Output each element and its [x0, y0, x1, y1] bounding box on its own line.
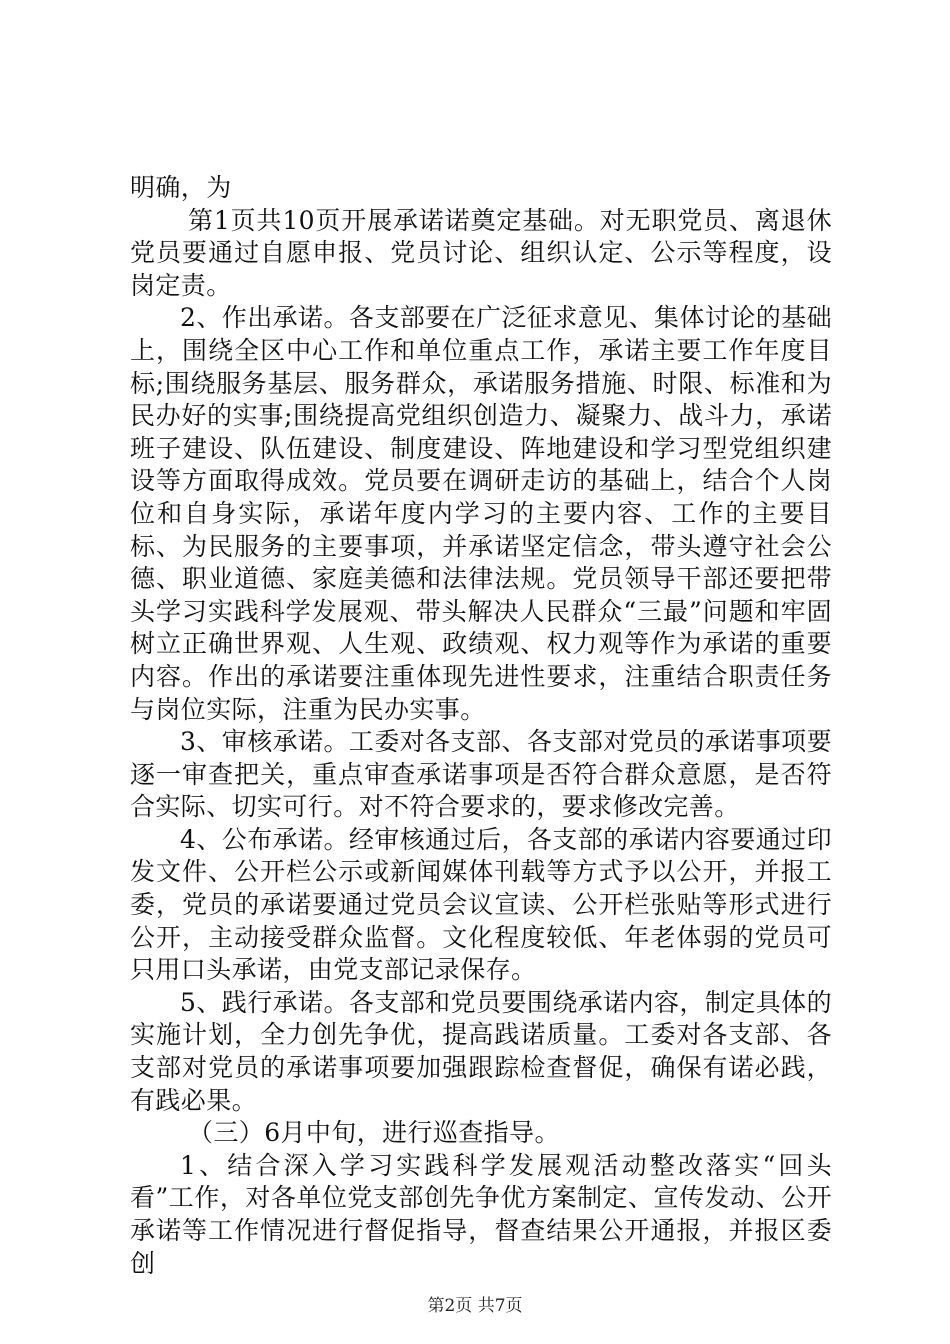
paragraph-7: 1、结合深入学习实践科学发展观活动整改落实“回头看”工作，对各单位党支部创先争优方案制定、宣传发动、公开承诺等工作情况进行督促指导，督查结果公开通报，并报区委创 [130, 1150, 832, 1278]
document-body [130, 172, 832, 1280]
paragraph-0: 明确，为 [130, 173, 232, 202]
paragraph-1: 第1页共10页开展承诺诺奠定基础。对无职党员、离退休党员要通过自愿申报、党员讨论、组织认定、公示等程度，设岗定责。 [130, 205, 832, 300]
paragraph-3: 3、审核承诺。工委对各支部、各支部对党员的承诺事项要逐一审查把关，重点审查承诺事项是否符合群众意愿，是否符合实际、切实可行。对不符合要求的，要求修改完善。 [130, 727, 832, 822]
paragraph-5: 5、践行承诺。各支部和党员要围绕承诺内容，制定具体的实施计划，全力创先争优，提高践诺质量。工委对各支部、各支部对党员的承诺事项要加强跟踪检查督促，确保有诺必践，有践必果。 [130, 987, 832, 1115]
page-footer [0, 1291, 950, 1316]
paragraph-4: 4、公布承诺。经审核通过后，各支部的承诺内容要通过印发文件、公开栏公示或新闻媒体刊载等方式予以公开，并报工委，党员的承诺要通过党员会议宣读、公开栏张贴等形式进行公开，主动接受群众监督。文化程度较低、年老体弱的党员可只用口头承诺，由党支部记录保存。 [130, 824, 832, 985]
paragraph-6: （三）6月中旬，进行巡查指导。 [188, 1118, 560, 1148]
paragraph-2: 2、作出承诺。各支部要在广泛征求意见、集体讨论的基础上，围绕全区中心工作和单位重点工作，承诺主要工作年度目标;围绕服务基层、服务群众，承诺服务措施、时限、标准和为民办好的实事;围绕提高党组织创造力、凝聚力、战斗力，承诺班子建设、队伍建设、制度建设、阵地建设和学习型党组织建设等方面取得成效。党员要在调研走访的基础上，结合个人岗位和自身实际，承诺年度内学习的主要内容、工作的主要目标、为民服务的主要事项，并承诺坚定信念，带头遵守社会公德、职业道德、家庭美德和法律法规。党员领导干部还要把带头学习实践科学发展观、带头解决人民群众“三最”问题和牢固树立正确世界观、人生观、政绩观、权力观等作为承诺的重要内容。作出的承诺要注重体现先进性要求，注重结合职责任务与岗位实际，注重为民办实事。 [130, 303, 832, 724]
page-number-label: 第2页 共7页 [427, 1296, 523, 1316]
